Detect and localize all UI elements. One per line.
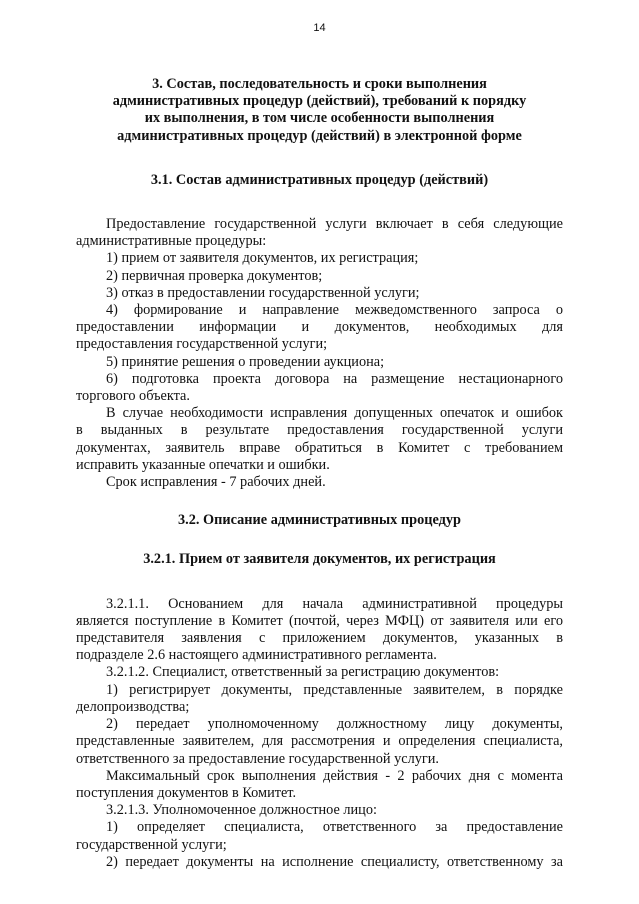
paragraph-line: является поступление в Комитет (почтой, через МФЦ) от заявителя или его	[76, 612, 563, 629]
list-item: 2) первичная проверка документов;	[106, 267, 323, 284]
section-3-2-1-heading: 3.2.1. Прием от заявителя документов, их регистрация	[143, 551, 496, 568]
paragraph-line: торгового объекта.	[76, 388, 190, 405]
chapter-title-line: административных процедур (действий) в электронной форме	[117, 127, 522, 144]
paragraph-line: ответственного за предоставление государственной услуги.	[76, 750, 439, 767]
paragraph-line: В случае необходимости исправления допущенных опечаток и ошибок	[106, 405, 563, 422]
section-3-1-body	[76, 216, 563, 491]
paragraph-line: подразделе 2.6 настоящего административного регламента.	[76, 647, 437, 664]
list-item	[76, 716, 563, 768]
list-item: 5) принятие решения о проведении аукциона;	[106, 353, 385, 370]
list-item: 1) прием от заявителя документов, их регистрация;	[106, 250, 419, 267]
list-item	[76, 302, 563, 354]
clause-3-2-1-1	[76, 596, 563, 665]
paragraph-line: 3.2.1.1. Основанием для начала административной процедуры	[106, 595, 563, 612]
paragraph-line: в выданных в результате предоставления государственной услуги	[76, 422, 563, 439]
paragraph-line: 2) передает документы на исполнение специалисту, ответственному за	[106, 853, 563, 870]
paragraph-line: представленные заявителем, для рассмотрения и определения специалиста,	[76, 733, 563, 750]
list-item: 3) отказ в предоставлении государственной услуги;	[106, 284, 420, 301]
list-item	[76, 682, 563, 716]
list-item	[76, 371, 563, 405]
clause-3-2-1-2: 3.2.1.2. Специалист, ответственный за регистрацию документов:	[106, 664, 500, 681]
list-item	[76, 819, 563, 853]
max-deadline-paragraph	[76, 768, 563, 802]
paragraph-line: 1) определяет специалиста, ответственного за предоставление	[106, 819, 563, 836]
paragraph-line: 1) регистрирует документы, представленные заявителем, в порядке	[106, 681, 563, 698]
section-3-2-1-body	[76, 596, 563, 871]
section-3-1-heading: 3.1. Состав административных процедур (действий)	[150, 171, 489, 188]
errors-paragraph	[76, 405, 563, 474]
paragraph-line: Предоставление государственной услуги включает в себя следующие	[106, 216, 563, 233]
paragraph-line: исправить указанные опечатки и ошибки.	[76, 456, 330, 473]
paragraph-line: предоставлении информации и документов, необходимых для	[76, 319, 563, 336]
list-item	[76, 854, 563, 871]
page-number: 14	[313, 22, 326, 34]
paragraph-line: делопроизводства;	[76, 698, 190, 715]
paragraph-line: 4) формирование и направление межведомственного запроса о	[106, 302, 563, 319]
chapter-title-line: административных процедур (действий), требований к порядку	[112, 93, 527, 110]
chapter-title	[76, 76, 563, 145]
chapter-title-line: 3. Состав, последовательность и сроки выполнения	[152, 76, 487, 92]
deadline-paragraph: Срок исправления - 7 рабочих дней.	[106, 474, 326, 491]
paragraph-line: 2) передает уполномоченному должностному лицу документы,	[106, 716, 563, 733]
section-3-2-heading: 3.2. Описание административных процедур	[178, 512, 461, 529]
paragraph-line: административные процедуры:	[76, 233, 267, 250]
chapter-title-line: их выполнения, в том числе особенности выполнения	[144, 110, 495, 127]
paragraph-line: государственной услуги;	[76, 836, 227, 853]
paragraph-line: представителя заявления с приложением документов, указанных в	[76, 630, 563, 647]
page-content	[76, 76, 563, 871]
paragraph-line: 6) подготовка проекта договора на размещение нестационарного	[106, 370, 563, 387]
paragraph-line: поступления документов в Комитет.	[76, 784, 297, 801]
clause-3-2-1-3: 3.2.1.3. Уполномоченное должностное лицо:	[106, 802, 377, 819]
paragraph-line: документах, заявитель вправе обратиться в Комитет с требованием	[76, 439, 563, 456]
intro-paragraph	[76, 216, 563, 250]
paragraph-line: Максимальный срок выполнения действия - 2 рабочих дня с момента	[106, 767, 563, 784]
paragraph-line: предоставления государственной услуги;	[76, 336, 328, 353]
